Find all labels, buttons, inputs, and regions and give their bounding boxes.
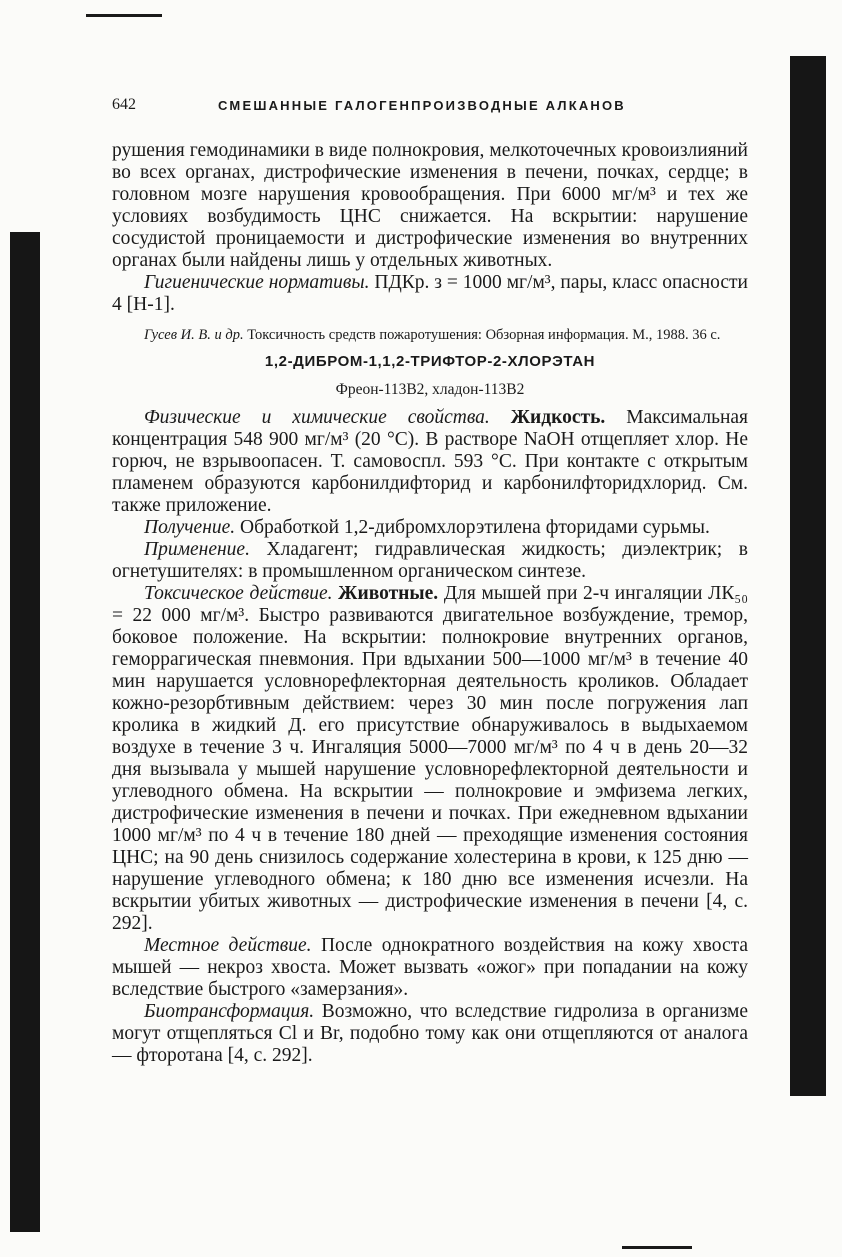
continued-paragraph: рушения гемодинамики в виде полнокровия, мелкоточечных кровоизлияний во всех органах, дистрофические изменения в печени, почках, сердце; в головном мозге нарушения кровообращения. При 6000 мг/м³ и тех же условиях возбудимость ЦНС снижается. На вскрытии: нарушение сосудистой проницаемости и дистрофические изменения во внутренних органах были найдены лишь у отдельных животных. — [112, 140, 748, 271]
page-number: 642 — [112, 96, 136, 113]
section-label: Применение. — [144, 539, 250, 560]
page-header — [112, 96, 748, 118]
section-bold-label: Жидкость. — [510, 407, 606, 428]
hygiene-paragraph — [112, 272, 748, 316]
section-text: Обработкой 1,2-дибромхлорэтилена фторидами сурьмы. — [240, 517, 710, 538]
section-label: Гигиенические нормативы. — [144, 272, 370, 293]
section-text: Для мышей при 2-ч ингаляции ЛК₅₀ = 22 000 мг/м³. Быстро развиваются двигательное возбуждение, тремор, боковое положение. На вскрытии: полнокровие внутренних органов, геморрагическая пневмония. При вдыхании 500—1000 мг/м³ в течение 40 мин нарушается условнорефлекторная деятельность кроликов. Обладает кожно-резорбтивным действием: через 30 мин после погружения лап кролика в жидкий Д. его присутствие обнаруживалось в выдыхаемом воздухе в течение 3 ч. Ингаляция 5000—7000 мг/м³ по 4 ч в день 20—32 дня вызывала у мышей нарушение условнорефлекторной деятельности и углеводного обмена. На вскрытии — полнокровие и эмфизема легких, дистрофические изменения в печени и почках. При ежедневном вдыхании 1000 мг/м³ по 4 ч в течение 180 дней — преходящие изменения состояния ЦНС; на 90 день снизилось содержание холестерина в крови, к 125 дню — нарушение углеводного обмена; к 180 дню все изменения исчезли. На вскрытии убитых животных — дистрофические изменения в печени [4, с. 292]. — [112, 583, 748, 934]
substance-synonyms: Фреон-113В2, хладон-113В2 — [335, 381, 525, 398]
scan-shadow-left — [10, 232, 40, 1232]
section-label: Получение. — [144, 517, 236, 538]
section-text: Хладагент; гидравлическая жидкость; диэлектрик; в огнетушителях: в промышленном органическом синтезе. — [112, 539, 749, 582]
section-bold-label: Животные. — [338, 583, 439, 604]
substance-title: 1,2-ДИБРОМ-1,1,2-ТРИФТОР-2-ХЛОРЭТАН — [264, 353, 596, 370]
reference-text: Токсичность средств пожаротушения: Обзорная информация. М., 1988. 36 с. — [247, 327, 721, 343]
section-label: Местное действие. — [144, 935, 312, 956]
section-label: Токсическое действие. — [144, 583, 333, 604]
section-text: Возможно, что вследствие гидролиза в организме могут отщепляться Cl и Br, подобно тому как они отщепляются от аналога — фторотана [4, с. 292]. — [112, 1001, 748, 1066]
section-text: Максимальная концентрация 548 900 мг/м³ (20 °С). В растворе NaOH отщепляет хлор. Не горюч, не взрывоопасен. Т. самовоспл. 593 °С. При контакте с открытым пламенем образуются карбонилдифторид и карбонилфторидхлорид. См. также приложение. — [112, 407, 749, 516]
page-body — [112, 140, 748, 1067]
section-label: Биотрансформация. — [144, 1001, 315, 1022]
toxic-action-paragraph — [112, 583, 748, 935]
running-title: СМЕШАННЫЕ ГАЛОГЕНПРОИЗВОДНЫЕ АЛКАНОВ — [218, 98, 626, 113]
section-label: Физические и химические свойства. — [144, 407, 490, 428]
section-text: После однократного воздействия на кожу хвоста мышей — некроз хвоста. Может вызвать «ожог» при попадании на кожу вследствие быстрого «замерзания». — [112, 935, 749, 1000]
reference — [112, 326, 748, 345]
application-paragraph — [112, 539, 748, 583]
biotransformation-paragraph — [112, 1001, 748, 1067]
section-text: ПДКр. з = 1000 мг/м³, пары, класс опасности 4 [Н-1]. — [112, 272, 748, 315]
reference-author: Гусев И. В. и др. — [144, 327, 244, 343]
scan-shadow-right — [790, 56, 826, 1096]
preparation-paragraph — [112, 517, 748, 539]
scan-edge-mark-bottom — [622, 1246, 692, 1249]
local-action-paragraph — [112, 935, 748, 1001]
scan-edge-mark-top — [86, 14, 162, 17]
physical-properties-paragraph — [112, 407, 748, 517]
